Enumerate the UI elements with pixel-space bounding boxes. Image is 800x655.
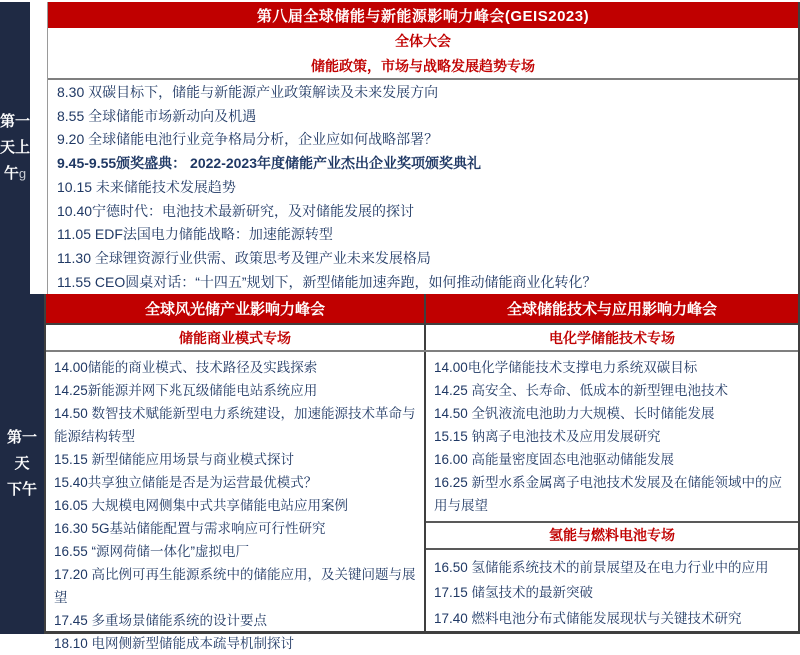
summit-title-bar (48, 2, 798, 28)
morning-agenda-list (48, 80, 798, 294)
agenda-item: 9.20 全球储能电池行业竞争格局分析，企业应如何战略部署？ (57, 131, 439, 148)
day1-morning-band (0, 2, 800, 294)
day1-afternoon-label: 第一 天 下午 (6, 429, 37, 498)
agenda-item: 14.25 高安全、长寿命、低成本的新型锂电池技术 (434, 383, 729, 398)
stray-g-character: g (18, 166, 27, 181)
agenda-item: 14.00储能的商业模式、技术路径及实践探索 (54, 360, 318, 375)
agenda-item: 10.15 未来储能技术发展趋势 (57, 178, 236, 195)
agenda-item: 16.00 高能量密度固态电池驱动储能发展 (434, 452, 675, 467)
left-track-header: 全球风光储产业影响力峰会 (46, 294, 424, 323)
afternoon-track-headers (46, 294, 798, 325)
agenda-item: 16.25 新型水系金属离子电池技术发展及在储能领域中的应用与展望 (434, 475, 783, 513)
right-track-agenda-column (424, 352, 798, 631)
day1-morning-label-text: 第一 天上 午 (0, 113, 31, 182)
agenda-item: 17.40 燃料电池分布式储能发展现状与关键技术研究 (434, 610, 742, 626)
agenda-item: 15.40共享独立储能是否是为运营最优模式？ (54, 475, 318, 490)
sidebar-day1-morning (0, 2, 30, 294)
afternoon-session-headings (46, 325, 798, 352)
afternoon-agenda-table (44, 294, 800, 651)
sidebar-day1-afternoon (0, 294, 44, 634)
agenda-item: 14.00电化学储能技术支撑电力系统双碳目标 (434, 360, 698, 375)
hydrogen-agenda-list (426, 550, 798, 632)
left-track-agenda-list (46, 352, 424, 651)
agenda-item: 11.05 EDF法国电力储能战略：加速能源转型 (57, 226, 333, 243)
agenda-item: 17.20 高比例可再生能源系统中的储能应用，及关键问题与展望 (54, 567, 416, 605)
left-session-heading: 储能商业模式专场 (46, 325, 424, 350)
morning-agenda-table (47, 2, 800, 294)
agenda-item: 14.50 全钒液流电池助力大规模、长时储能发展 (434, 406, 715, 421)
afternoon-agenda-body (46, 352, 798, 651)
plenary-heading: 全体大会 (395, 32, 451, 49)
agenda-item: 10.40宁德时代：电池技术最新研究，及对储能发展的探讨 (57, 202, 415, 219)
agenda-item: 15.15 钠离子电池技术及应用发展研究 (434, 429, 661, 444)
right-session-heading: 电化学储能技术专场 (424, 325, 798, 350)
day1-morning-label (0, 109, 30, 187)
hydrogen-session-heading: 氢能与燃料电池专场 (426, 521, 798, 550)
sidebar-gutter (30, 2, 47, 294)
agenda-item: 8.55 全球储能市场新动向及机遇 (57, 107, 257, 124)
morning-session-heading: 储能政策，市场与战略发展趋势专场 (48, 53, 798, 80)
agenda-item: 16.05 大规模电网侧集中式共享储能电站应用案例 (54, 498, 349, 513)
agenda-item: 18.10 电网侧新型储能成本疏导机制探讨 (54, 636, 295, 651)
agenda-item-awards-ceremony: 9.45-9.55颁奖盛典： 2022-2023年度储能产业杰出企业奖项颁奖典礼 (57, 155, 481, 172)
agenda-item: 14.50 数智技术赋能新型电力系统建设，加速能源技术革命与能源结构转型 (54, 406, 416, 444)
agenda-item: 15.15 新型储能应用场景与商业模式探讨 (54, 452, 295, 467)
agenda-item: 14.25新能源并网下兆瓦级储能电站系统应用 (54, 383, 318, 398)
day1-afternoon-band (0, 294, 800, 651)
electrochemical-agenda-list (426, 352, 798, 517)
agenda-item: 16.55 “源网荷储一体化”虚拟电厂 (54, 544, 250, 559)
agenda-item: 17.45 多重场景储能系统的设计要点 (54, 613, 268, 628)
agenda-item: 11.55 CEO圆桌对话：“十四五”规划下，新型储能加速奔跑，如何推动储能商业化转化？ (57, 274, 597, 290)
agenda-item: 11.30 全球锂资源行业供需、政策思考及锂产业未来发展格局 (57, 250, 431, 267)
summit-title: 第八届全球储能与新能源影响力峰会(GEIS2023) (256, 7, 590, 25)
agenda-item: 16.50 氢储能系统技术的前景展望及在电力行业中的应用 (434, 559, 769, 575)
agenda-item: 8.30 双碳目标下，储能与新能源产业政策解读及未来发展方向 (57, 83, 439, 100)
right-track-header: 全球储能技术与应用影响力峰会 (424, 294, 798, 323)
agenda-item: 16.30 5G基站储能配置与需求响应可行性研究 (54, 521, 326, 536)
agenda-item: 17.15 储氢技术的最新突破 (434, 585, 594, 600)
